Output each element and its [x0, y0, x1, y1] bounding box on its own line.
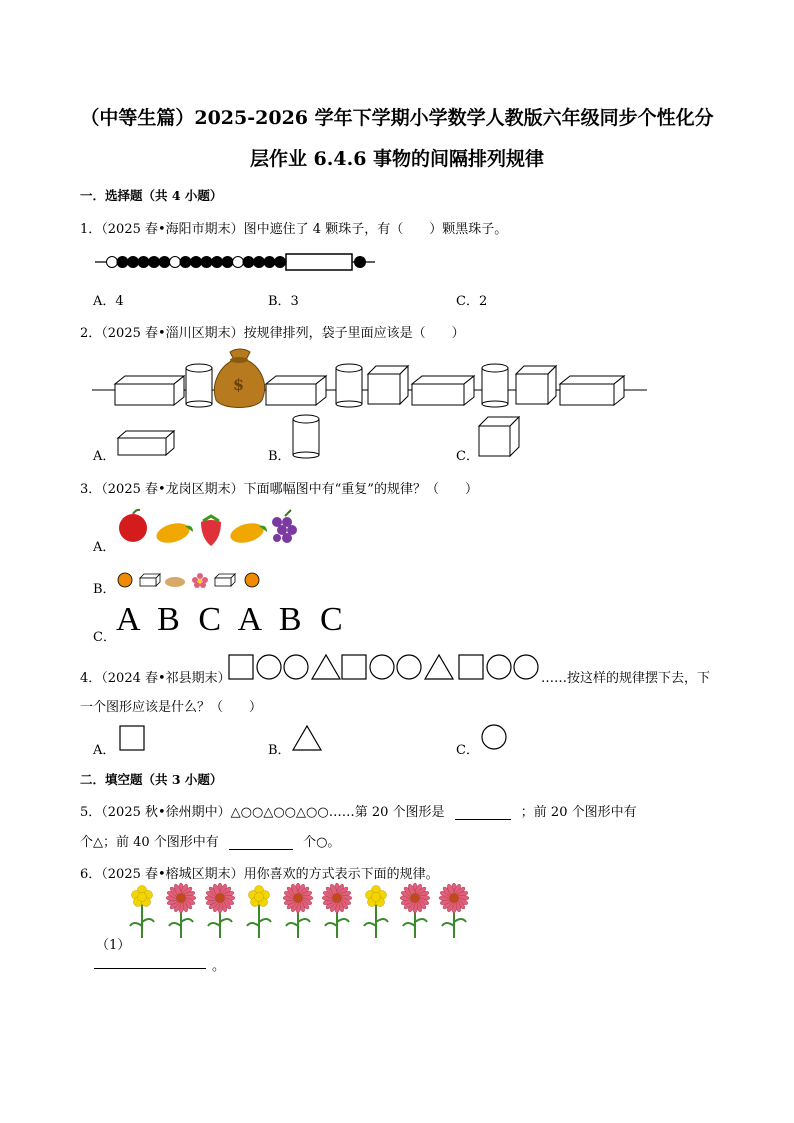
q3-option-a[interactable]: A． — [93, 540, 116, 555]
cube-option-icon — [478, 416, 522, 458]
daisy-icon — [439, 883, 469, 938]
apple-icon — [119, 510, 147, 542]
abc-sequence: A B C A B C — [116, 601, 345, 638]
square-option-icon — [119, 725, 145, 751]
daisy-icon — [166, 883, 196, 938]
q5-text-c: 个△；前 40 个图形中有 — [80, 835, 219, 850]
q1-option-c[interactable]: C．2 — [456, 294, 488, 309]
question-6-text: 6．（2025 春•榕城区期末）用你喜欢的方式表示下面的规律。 — [80, 867, 439, 882]
daisy-icon — [322, 883, 352, 938]
q5-blank-2[interactable] — [229, 849, 293, 850]
q2-option-c[interactable]: C． — [456, 449, 479, 464]
daisy-icon — [205, 883, 235, 938]
q6-end-mark: 。 — [212, 959, 226, 974]
white-bead — [170, 257, 181, 268]
daisy-icon — [400, 883, 430, 938]
cuboid-option-icon — [117, 430, 177, 456]
cover-box — [286, 254, 352, 270]
daisy-icon — [283, 883, 313, 938]
page-title-line2: 层作业 6.4.6 事物的间隔排列规律 — [249, 148, 545, 170]
q5-text-a: 5．（2025 秋•徐州期中）△○○△○○△○○……第 20 个图形是 — [80, 805, 445, 820]
fruit-sequence-figure — [115, 508, 305, 548]
black-bead — [275, 257, 286, 268]
section-fill-heading: 二．填空题（共 3 小题） — [80, 772, 223, 787]
black-bead — [212, 257, 223, 268]
black-bead — [222, 257, 233, 268]
question-5-line2 — [80, 831, 340, 850]
black-bead — [128, 257, 139, 268]
black-bead — [138, 257, 149, 268]
black-bead — [201, 257, 212, 268]
bead-string-figure — [90, 248, 380, 276]
q1-option-a[interactable]: A．4 — [93, 294, 124, 309]
svg-text:$: $ — [233, 375, 245, 394]
q5-text-b: ；前 20 个图形中有 — [520, 805, 637, 820]
q4-option-c[interactable]: C． — [456, 743, 479, 758]
cylinder-option-icon — [291, 414, 321, 460]
q3-option-c[interactable]: C． — [93, 630, 116, 645]
q1-option-b[interactable]: B．3 — [268, 294, 299, 309]
sunflower-icon — [364, 886, 388, 939]
q2-option-b[interactable]: B． — [268, 449, 291, 464]
q4-option-b[interactable]: B． — [268, 743, 291, 758]
sunflower-icon — [247, 886, 271, 939]
white-bead — [233, 257, 244, 268]
question-3-text: 3．（2025 春•龙岗区期末）下面哪幅图中有“重复”的规律？（ ） — [80, 482, 478, 497]
question-5-line1 — [80, 801, 637, 820]
q4-option-a[interactable]: A． — [93, 743, 116, 758]
shape-pattern-figure — [228, 652, 544, 682]
question-4-suffix: ……按这样的规律摆下去，下 — [541, 671, 711, 686]
mixed-sequence-figure — [115, 570, 265, 592]
mango-icon — [228, 520, 267, 546]
black-bead — [264, 257, 275, 268]
grape-icon — [272, 510, 297, 543]
circle-option-icon — [480, 723, 508, 751]
q5-blank-1[interactable] — [455, 819, 511, 820]
flower-sequence-figure — [124, 882, 479, 942]
question-2-text: 2．（2025 春•淄川区期末）按规律排列，袋子里面应该是（ ） — [80, 326, 465, 341]
mango-icon — [154, 520, 193, 546]
black-bead — [180, 257, 191, 268]
q6-answer-blank[interactable] — [94, 968, 206, 969]
sunflower-icon — [130, 886, 154, 939]
q3-option-b[interactable]: B． — [93, 582, 116, 597]
black-bead — [191, 257, 202, 268]
shape-sequence-figure — [92, 342, 652, 412]
white-bead — [107, 257, 118, 268]
q6-sub1-label: （1） — [96, 938, 131, 953]
bag-icon — [214, 349, 264, 408]
q5-text-d: 个○。 — [303, 835, 341, 850]
question-4-line2: 一个图形应该是什么？（ ） — [80, 700, 263, 715]
triangle-option-icon — [292, 725, 322, 751]
section-choice-heading: 一．选择题（共 4 小题） — [80, 188, 223, 203]
black-bead — [159, 257, 170, 268]
strawberry-icon — [201, 516, 221, 546]
question-4-prefix: 4．（2024 春•祁县期末） — [80, 671, 231, 686]
black-bead — [149, 257, 160, 268]
q2-option-a[interactable]: A． — [93, 449, 116, 464]
black-bead — [117, 257, 128, 268]
page-title-line1: （中等生篇）2025-2026 学年下学期小学数学人教版六年级同步个性化分 — [80, 107, 714, 129]
black-bead — [254, 257, 265, 268]
question-1-text: 1．（2025 春•海阳市期末）图中遮住了 4 颗珠子，有（ ）颗黑珠子。 — [80, 222, 508, 237]
black-bead — [243, 257, 254, 268]
